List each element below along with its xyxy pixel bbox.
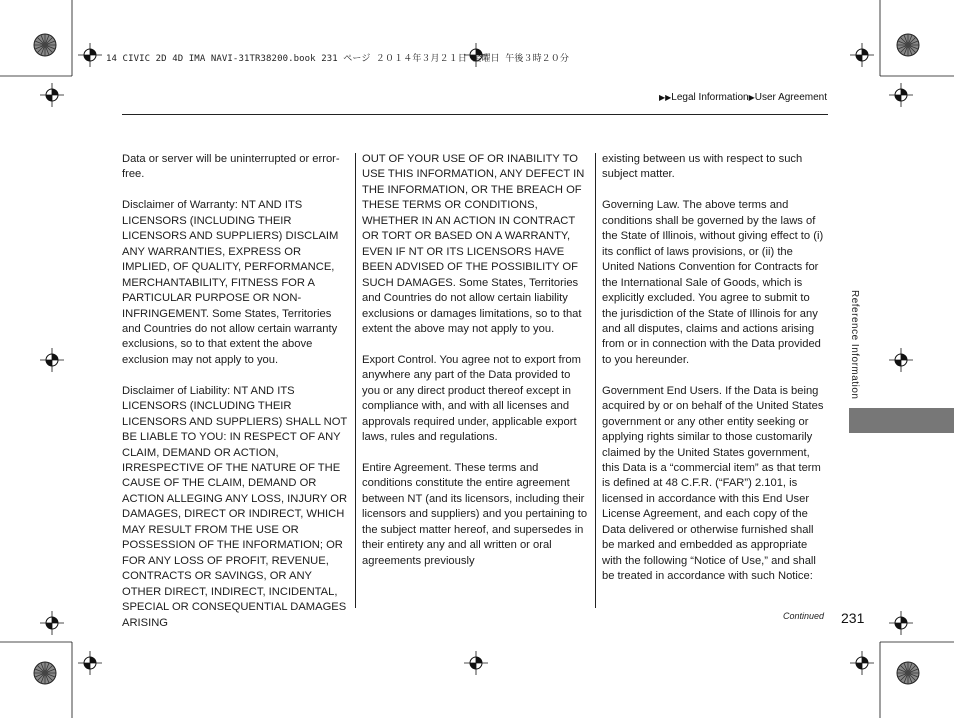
text-column-3 bbox=[602, 152, 828, 600]
paragraph: Data or server will be uninterrupted or error-free. bbox=[122, 153, 340, 181]
paragraph: Governing Law. The above terms and conditions shall be governed by the laws of the State of Illinois, without giving effect to (i) its conflict of laws provisions, or (ii) the United Nations Convention for Contracts for the International Sale of Goods, which is explicitly excluded. You agree to submit to the jurisdiction of the State of Illinois for any and all disputes, claims and actions arising from or in connection with the Data provided to you hereunder. bbox=[602, 199, 824, 366]
breadcrumb-marker-icon: ▶▶ bbox=[658, 93, 672, 102]
paragraph: Disclaimer of Warranty: NT AND ITS LICENSORS (INCLUDING THEIR LICENSORS AND SUPPLIERS) DISCLAIM ANY WARRANTIES, EXPRESS OR IMPLIED, OF QUALITY, PERFORMANCE, MERCHANTABILITY, FITNESS FOR A PARTICULAR PURPOSE OR NON-INFRINGEMENT. Some States, Territories and Countries do not allow certain warranty exclusions, so to that extent the above exclusion may not apply to you. bbox=[122, 199, 339, 366]
paragraph: Government End Users. If the Data is being acquired by or on behalf of the United States government or any other entity seeking or applying rights similar to those customarily claimed by the United States government, this Data is a “commercial item” as that term is defined at 48 C.F.R. (“FAR”) 2.101, is licensed in accordance with this End User License Agreement, and each copy of the Data delivered or otherwise furnished shall be marked and embedded as appropriate with the following “Notice of Use,” and shall be treated in accordance with such Notice: bbox=[602, 384, 824, 583]
paragraph: Disclaimer of Liability: NT AND ITS LICENSORS (INCLUDING THEIR LICENSORS AND SUPPLIERS) SHALL NOT BE LIABLE TO YOU: IN RESPECT OF ANY CLAIM, DEMAND OR ACTION, IRRESPECTIVE OF THE NATURE OF THE CAUSE OF THE CLAIM, DEMAND OR ACTION ALLEGING ANY LOSS, INJURY OR DAMAGES, DIRECT OR INDIRECT, WHICH MAY RESULT FROM THE USE OR POSSESSION OF THE INFORMATION; OR FOR ANY LOSS OF PROFIT, REVENUE, CONTRACTS OR SAVINGS, OR ANY OTHER DIRECT, INDIRECT, INCIDENTAL, SPECIAL OR CONSEQUENTIAL DAMAGES ARISING bbox=[122, 384, 348, 629]
breadcrumb-section: Legal Information bbox=[671, 92, 749, 103]
column-divider bbox=[595, 153, 596, 608]
text-column-1 bbox=[122, 152, 350, 646]
column-divider bbox=[355, 153, 356, 608]
page-number: 231 bbox=[841, 610, 865, 626]
continued-label: Continued bbox=[783, 611, 825, 621]
text-column-2 bbox=[362, 152, 590, 585]
paragraph: OUT OF YOUR USE OF OR INABILITY TO USE THIS INFORMATION, ANY DEFECT IN THE INFORMATION, OR THE BREACH OF THESE TERMS OR CONDITIONS, WHETHER IN AN ACTION IN CONTRACT OR TORT OR BASED ON A WARRANTY, EVEN IF NT OR ITS LICENSORS HAVE BEEN ADVISED OF THE POSSIBILITY OF SUCH DAMAGES. Some States, Territories and Countries do not allow certain liability exclusions or damages limitations, so to that extent the above may not apply to you. bbox=[362, 153, 585, 335]
paragraph: existing between us with respect to such subject matter. bbox=[602, 153, 803, 181]
side-tab-marker bbox=[849, 408, 954, 433]
breadcrumb bbox=[659, 92, 827, 103]
paragraph: Entire Agreement. These terms and conditions constitute the entire agreement between NT (and its licensors, including their licensors and suppliers) and you pertaining to the subject matter hereof, and supersedes in their entirety any and all written or oral agreements previously bbox=[362, 462, 588, 567]
breadcrumb-page: User Agreement bbox=[754, 92, 827, 103]
header-rule bbox=[122, 114, 828, 115]
breadcrumb-separator-icon: ▶ bbox=[748, 93, 755, 102]
print-slug-header: 14 CIVIC 2D 4D IMA NAVI-31TR38200.book 231 ページ ２０１４年３月２１日 金曜日 午後３時２０分 bbox=[106, 54, 569, 64]
paragraph: Export Control. You agree not to export from anywhere any part of the Data provided to you or any direct product thereof except in compliance with, and with all licenses and approvals required under, applicable export laws, rules and regulations. bbox=[362, 353, 581, 444]
side-tab-label: Reference Information bbox=[849, 290, 860, 400]
